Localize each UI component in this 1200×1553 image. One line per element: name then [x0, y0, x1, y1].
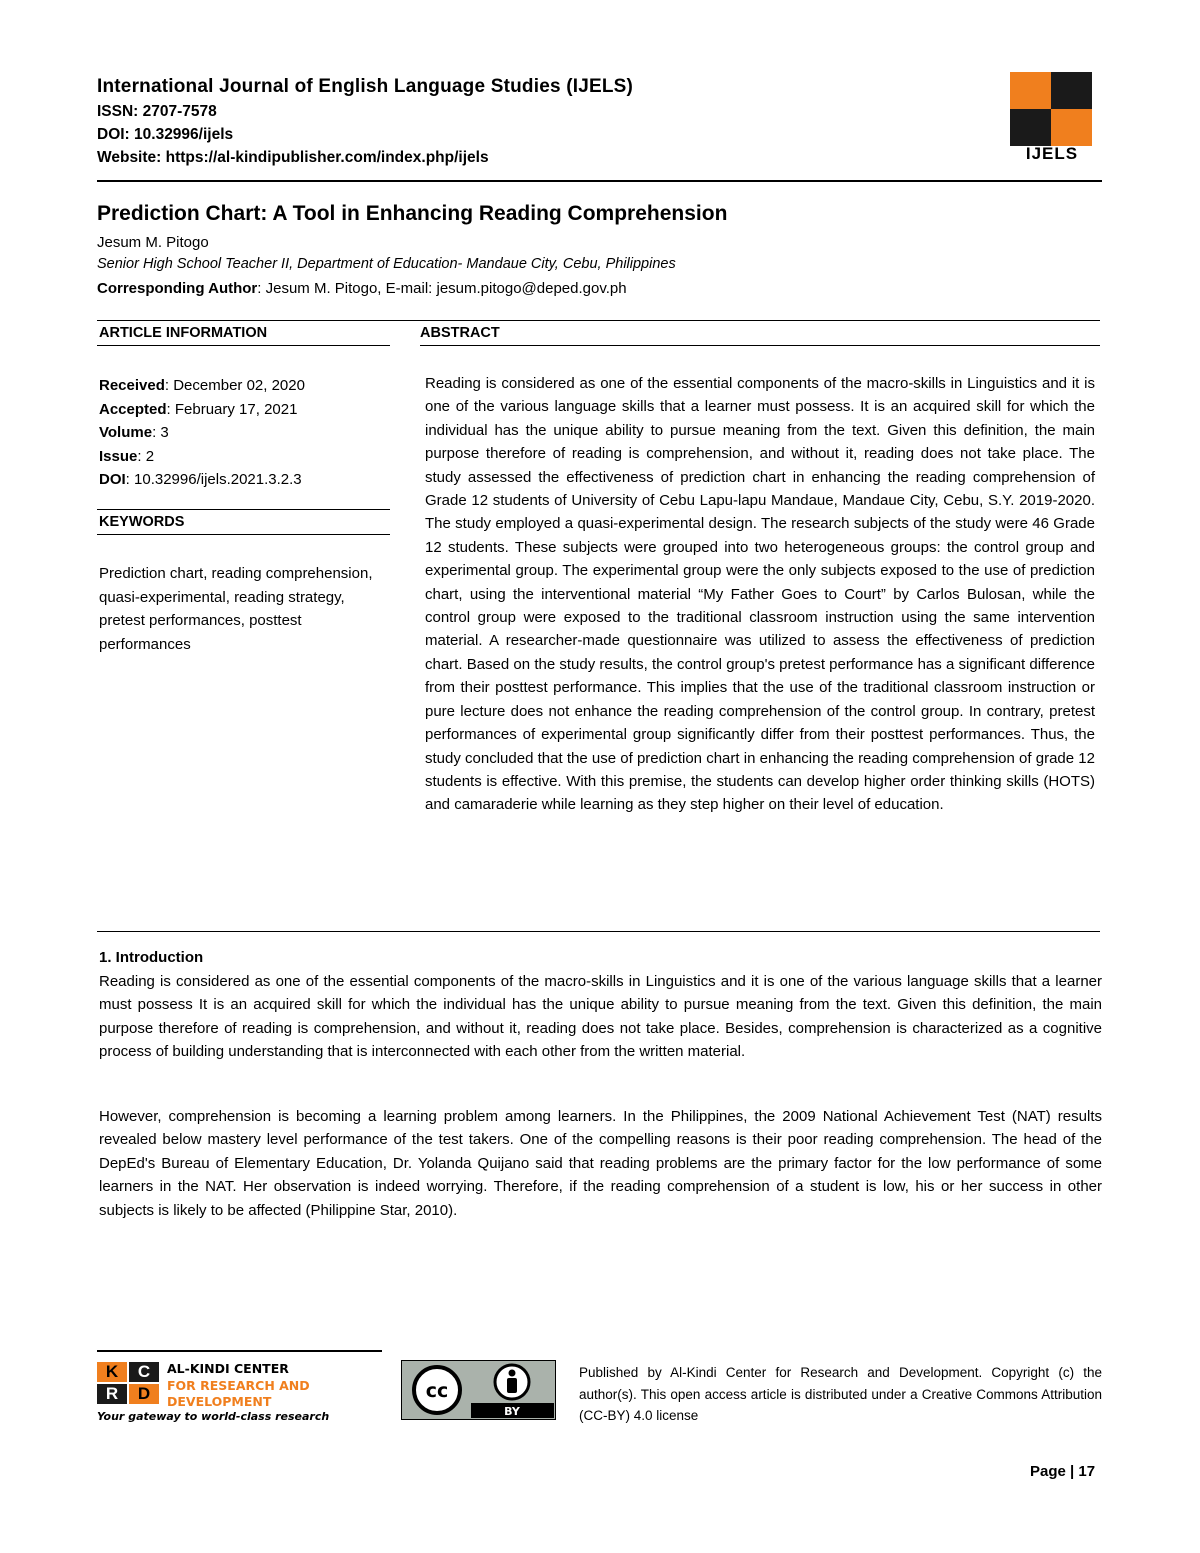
kcrd-name-line1: AL-KINDI CENTER [167, 1361, 289, 1376]
ijels-logo-icon [1010, 72, 1092, 146]
header-divider [97, 180, 1102, 182]
keywords-top-rule [97, 509, 390, 510]
volume-label: Volume [99, 424, 153, 441]
svg-text:cc: cc [425, 1380, 449, 1402]
publisher-note: Published by Al-Kindi Center for Research and Development. Copyright (c) the author(s). This open access article is distributed under a Creative Commons Attribution (CC-BY) 4.0 license [579, 1365, 1102, 1423]
doi-value[interactable]: : 10.32996/ijels.2021.3.2.3 [125, 471, 302, 488]
kcrd-tagline: Your gateway to world-class research [97, 1410, 330, 1423]
received-label: Received [99, 377, 165, 394]
paper-affiliation: Senior High School Teacher II, Department of Education- Mandaue City, Cebu, Philippines [97, 256, 676, 272]
introduction-paragraph-2: However, comprehension is becoming a learning problem among learners. In the Philippines, the 2009 National Achievement Test (NAT) results revealed below mastery level performance of the test takers. One of the compelling reasons is their poor reading comprehension. The head of the DepEd's Bureau of Elementary Education, Dr. Yolanda Quijano said that reading problems are the primary factor for the low performance of some learners in the NAT. Her observation is indeed worrying. Therefore, if the reading comprehension of a student is low, his or her success in other subjects is likely to be affected (Philippine Star, 2010). [99, 1108, 1102, 1219]
journal-website[interactable]: Website: https://al-kindipublisher.com/index.php/ijels [97, 149, 489, 166]
corresponding-author [97, 280, 627, 297]
info-heading-rule [97, 345, 390, 346]
abstract-text: Reading is considered as one of the essential components of the macro-skills in Linguistics and it is one of the various language skills that a learner must possess. It is an acquired skill for which the individual has the unique ability to pursue meaning from the text. Given this definition, the main purpose therefore of reading is comprehension, and without it, reading does not take place. The study assessed the effectiveness of prediction chart in enhancing the reading comprehension of Grade 12 students of University of Cebu Lapu-lapu Mandaue, Mandaue City, Cebu, S.Y. 2019-2020. The study employed a quasi-experimental design. The research subjects of the study were 46 Grade 12 students. These subjects were grouped into two heterogeneous groups: the control group and experimental group. The experimental group were the only subjects exposed to the use of prediction chart, using the interventional material “My Father Goes to Court” by Carlos Bulosan, while the control group were exposed to the traditional classroom instruction using the same intervention material. A researcher-made questionnaire was utilized to assess the effectiveness of prediction chart. Based on the study results, the control group's pretest performance has a significant difference from their posttest performance. This implies that the use of the traditional classroom instruction or pure lecture does not enhance the reading comprehension of the control group. In contrary, pretest performances of experimental group significantly differ from their posttest performances. Thus, the study concluded that the use of prediction chart in enhancing the reading comprehension of grade 12 students is effective. With this premise, the students can develop higher order thinking skills (HOTS) and camaraderie while learning as they step higher on their level of education. [425, 375, 1095, 814]
kcrd-name-line2: FOR RESEARCH AND [167, 1378, 310, 1393]
issue-row [99, 445, 305, 469]
footer-rule [97, 1350, 382, 1352]
kcrd-letter-r: R [97, 1384, 127, 1404]
doi-label: DOI [99, 471, 126, 488]
kcrd-letter-k: K [97, 1362, 127, 1382]
volume-value: : 3 [152, 424, 169, 441]
issue-label: Issue [99, 447, 138, 465]
abstract-heading: ABSTRACT [420, 325, 500, 341]
accepted-label: Accepted [99, 400, 167, 418]
journal-issn: ISSN: 2707-7578 [97, 103, 217, 120]
received-value: : December 02, 2020 [164, 377, 305, 394]
article-info [99, 374, 305, 492]
keywords-heading: KEYWORDS [99, 514, 185, 530]
kcrd-letter-c: C [129, 1362, 159, 1382]
kcrd-letter-d: D [129, 1384, 159, 1404]
journal-doi: DOI: 10.32996/ijels [97, 126, 234, 143]
abstract-heading-rule [420, 345, 1100, 346]
corresponding-label: Corresponding Author [97, 280, 258, 297]
corresponding-value: : Jesum M. Pitogo, E-mail: jesum.pitogo@deped.gov.ph [257, 280, 627, 297]
accepted-row [99, 398, 305, 422]
journal-name: International Journal of English Language Studies (IJELS) [97, 76, 634, 97]
kcrd-logo-icon [97, 1362, 159, 1404]
paper-author: Jesum M. Pitogo [97, 234, 209, 251]
issue-value: : 2 [137, 447, 155, 465]
accepted-value: : February 17, 2021 [166, 400, 298, 418]
info-top-divider [97, 320, 1100, 321]
ijels-logo-text: IJELS [1025, 144, 1079, 163]
page-number: Page | 17 [1030, 1463, 1096, 1480]
cc-by-label: BY [504, 1405, 520, 1418]
keywords-bottom-rule [97, 534, 390, 535]
volume-row [99, 421, 305, 445]
kcrd-logo [97, 1360, 377, 1426]
paper-title: Prediction Chart: A Tool in Enhancing Reading Comprehension [97, 202, 728, 225]
received-row [99, 374, 305, 398]
article-info-heading: ARTICLE INFORMATION [99, 325, 268, 341]
doi-row [99, 468, 305, 492]
cc-by-license-icon[interactable] [401, 1360, 556, 1420]
abstract-bottom-divider [97, 931, 1100, 932]
keywords-text: Prediction chart, reading comprehension, quasi-experimental, reading strategy, pretest performances, posttest performances [99, 565, 373, 653]
introduction-paragraph-1: Reading is considered as one of the essential components of the macro-skills in Linguistics and it is one of the various language skills that a learner must possess It is an acquired skill for which the individual has the unique ability to pursue meaning from the text. Given this definition, the main purpose therefore of reading is comprehension, and without it, reading does not take place. Besides, comprehension is characterized as a cognitive process of building understanding that is interconnected with each other from the written material. [99, 973, 1102, 1061]
introduction-heading: 1. Introduction [99, 949, 204, 966]
kcrd-name-line3: DEVELOPMENT [167, 1394, 272, 1409]
